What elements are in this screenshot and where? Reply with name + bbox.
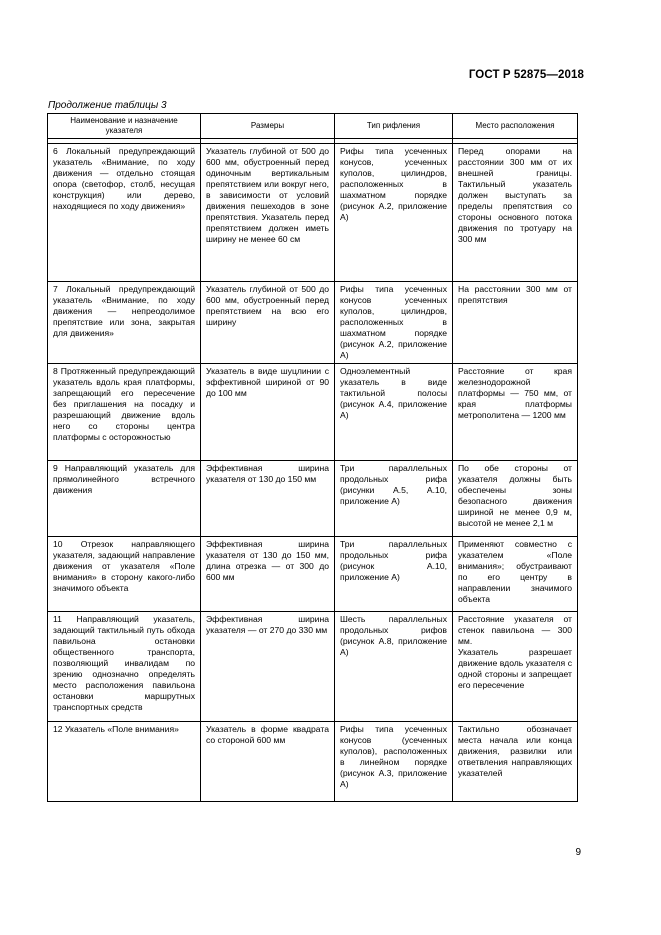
column-header-ribbing: Тип рифления xyxy=(335,114,453,139)
table-row xyxy=(48,364,578,461)
cell-ribbing: Три параллельных продольных рифа (рисунок А.10, приложение А) xyxy=(335,537,453,612)
column-header-size: Размеры xyxy=(201,114,335,139)
table-row xyxy=(48,461,578,537)
cell-name: 12 Указатель «Поле внимания» xyxy=(48,722,201,802)
cell-name: 9 Направляющий указатель для прямолинейного встречного движения xyxy=(48,461,201,537)
cell-location: По обе стороны от указателя должны быть обеспечены зоны безопасного движения шириной не менее 0,9 м, высотой не менее 2,1 м xyxy=(453,461,578,537)
cell-size: Эффективная ширина указателя — от 270 до 330 мм xyxy=(201,612,335,722)
cell-ribbing: Три параллельных продольных рифа (рисунки А.5, А.10, приложение А) xyxy=(335,461,453,537)
cell-ribbing: Шесть параллельных продольных рифов (рисунок А.8, приложение А) xyxy=(335,612,453,722)
column-header-location: Место расположения xyxy=(453,114,578,139)
table-row xyxy=(48,612,578,722)
cell-name: 10 Отрезок направляющего указателя, задающий направление движения от указателя «Поле внимания» в сторону какого-либо значимого объекта xyxy=(48,537,201,612)
cell-ribbing: Одноэлементный указатель в виде тактильной полосы (рисунок А.4, приложение А) xyxy=(335,364,453,461)
cell-name: 11 Направляющий указатель, задающий тактильный путь обхода павильона остановки общественного транспорта, позволяющий инвалидам по зрению однозначно определять место расположения павильона остановки маршрутных транспортных средств xyxy=(48,612,201,722)
table-header-row xyxy=(48,114,578,139)
cell-location: На расстоянии 300 мм от препятствия xyxy=(453,282,578,364)
document-code: ГОСТ Р 52875—2018 xyxy=(468,69,584,81)
page-number: 9 xyxy=(575,847,581,858)
cell-location: Перед опорами на расстоянии 300 мм от их внешней границы. Тактильный указатель должен выступать за пределы препятствия со стороны основного потока движения по тротуару на 300 мм xyxy=(453,144,578,282)
table-row xyxy=(48,722,578,802)
requirements-table xyxy=(47,113,578,802)
cell-location: Тактильно обозначает места начала или конца движения, развилки или ответвления направляющих указателей xyxy=(453,722,578,802)
cell-ribbing: Рифы типа усеченных конусов усеченных куполов, цилиндров, расположенных в шахматном порядке (рисунок А.2, приложение А) xyxy=(335,282,453,364)
cell-name: 6 Локальный предупреждающий указатель «Внимание, по ходу движения — отдельно стоящая опора (светофор, столб, несущая конструкция) или дерево, находящиеся по ходу движения» xyxy=(48,144,201,282)
cell-location: Применяют совместно с указателем «Поле внимания»; обустраивают по его центру в направлении значимого объекта xyxy=(453,537,578,612)
table-row xyxy=(48,282,578,364)
cell-location: Расстояние от края железнодорожной платформы — 750 мм, от края платформы метрополитена — 1200 мм xyxy=(453,364,578,461)
cell-ribbing: Рифы типа усеченных конусов (усеченных куполов), расположенных в линейном порядке (рисунок А.3, приложение А) xyxy=(335,722,453,802)
cell-size: Указатель глубиной от 500 до 600 мм, обустроенный перед одиночным вертикальным препятствием или вокруг него, в зависимости от условий движения пешеходов в зоне препятствия. Указатель перед препятствием должен иметь ширину не менее 60 см xyxy=(201,144,335,282)
table-row xyxy=(48,537,578,612)
cell-size: Указатель в виде шуцлинии с эффективной шириной от 90 до 100 мм xyxy=(201,364,335,461)
cell-location: Расстояние указателя от стенок павильона — 300 мм. Указатель разрешает движение вдоль указателя с одной стороны и запрещает его пересечение xyxy=(453,612,578,722)
cell-ribbing: Рифы типа усеченных конусов, усеченных куполов, цилиндров, расположенных в шахматном порядке (рисунок А.2, приложение А) xyxy=(335,144,453,282)
cell-name: 7 Локальный предупреждающий указатель «Внимание, по ходу движения — непреодолимое препятствие или зона, закрытая для движения» xyxy=(48,282,201,364)
cell-size: Указатель в форме квадрата со стороной 600 мм xyxy=(201,722,335,802)
column-header-name: Наименование и назначение указателя xyxy=(48,114,201,139)
table-row xyxy=(48,144,578,282)
cell-size: Эффективная ширина указателя от 130 до 150 мм, длина отрезка — от 300 до 600 мм xyxy=(201,537,335,612)
cell-size: Эффективная ширина указателя от 130 до 150 мм xyxy=(201,461,335,537)
table-caption: Продолжение таблицы 3 xyxy=(48,100,167,111)
cell-name: 8 Протяженный предупреждающий указатель вдоль края платформы, запрещающий его пересечение без приглашения на посадку и разрешающий движение вдоль него со стороны центра платформы с осторожностью xyxy=(48,364,201,461)
cell-size: Указатель глубиной от 500 до 600 мм, обустроенный перед препятствием на всю его ширину xyxy=(201,282,335,364)
